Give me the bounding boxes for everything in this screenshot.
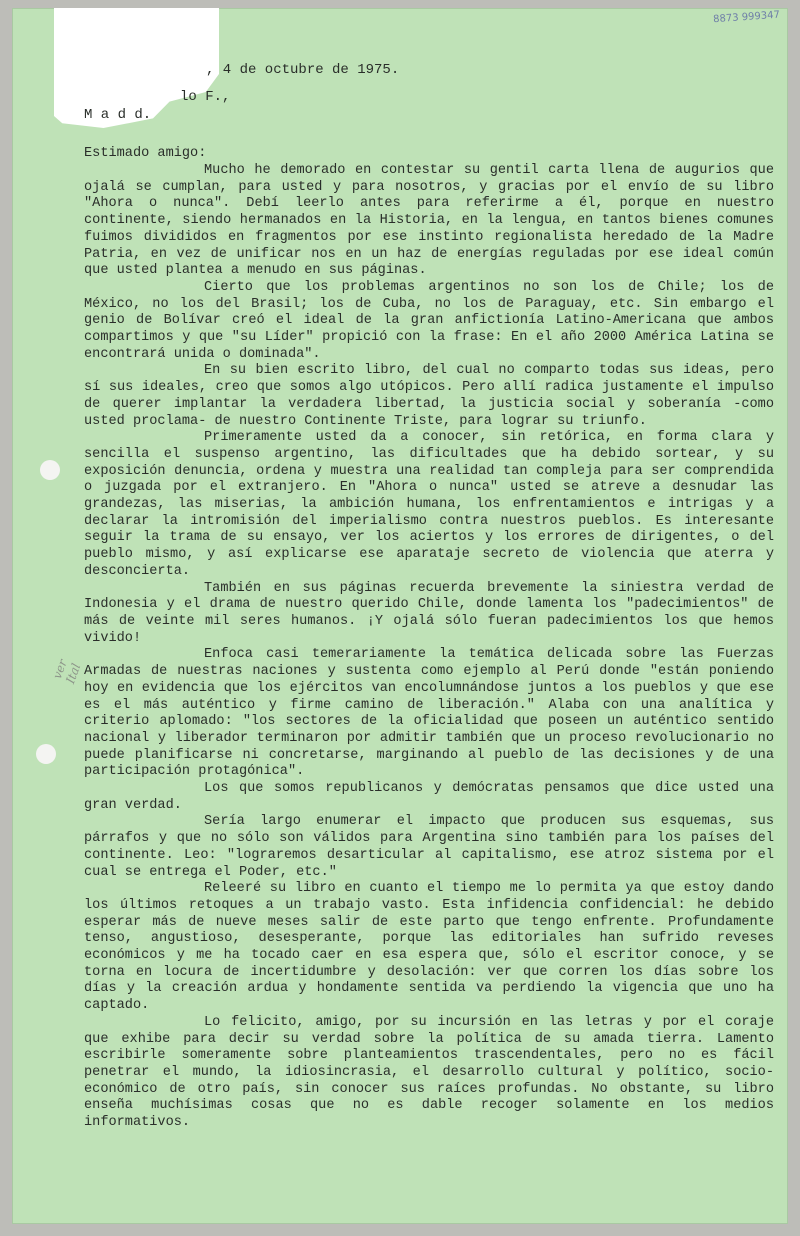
paragraph: Cierto que los problemas argentinos no son los de Chile; los de México, no los del Brasil; los de Cuba, no los de Paraguay, etc. Sin embargo el genio de Bolívar creó el ideal de la gran anfictionía Latino-Americana que ambos compartimos y que "su Líder" propició con la frase: En el año 2000 América Latina se encontrará unida o dominada".	[84, 279, 774, 362]
addressee-block	[84, 88, 230, 124]
letter-body	[84, 163, 774, 1132]
margin-handwritten-note: ver Ital	[50, 657, 84, 686]
paragraph: Enfoca casi temerariamente la temática delicada sobre las Fuerzas Armadas de nuestras naciones y sustenta como ejemplo al Perú donde "están poniendo hoy en evidencia que los ejércitos van encolumnándose juntos a los pueblos y que ese es el más auténtico y firme camino de liberación." Alaba con una analítica y criterio aplomado: "los sectores de la oficialidad que poseen un auténtico sentido nacional y liberador terminaron por admitir también que un proceso revolucionario no puede planificarse ni concretarse, marginando al pueblo de las decisiones y de una participación protagónica".	[84, 647, 774, 780]
letter-date: , 4 de octubre de 1975.	[206, 62, 400, 78]
addressee-city: M a d d.	[84, 107, 152, 123]
paragraph: Mucho he demorado en contestar su gentil carta llena de augurios que ojalá se cumplan, para usted y para nosotros, y gracias por el envío de su libro "Ahora o nunca". Debí leerlo antes para referirme a él, porque en nuestro continente, siendo hermanados en la Historia, en la lengua, en tantos bienes comunes fuimos divididos en fragmentos por ese instinto regionalista heredado de la Madre Patria, en vez de unificar nos en un haz de energías reguladas por ese ideal común que usted plantea a menudo en sus páginas.	[84, 163, 774, 279]
paragraph: Lo felicito, amigo, por su incursión en las letras y por el coraje que exhibe para decir su verdad sobre la política de su amada tierra. Lamento escribirle someramente sobre planteamientos trascendentales, pero no es fácil penetrar el mundo, la idiosincrasia, el desarrollo cultural y político, socio-económico de otro país, sin conocer sus raíces profundas. No obstante, su libro enseña muchísimas cosas que no es dable recoger solamente en los medios informativos.	[84, 1014, 774, 1131]
paragraph: En su bien escrito libro, del cual no comparto todas sus ideas, pero sí sus ideales, creo que somos algo utópicos. Pero allí radica justamente el impulso de querer implantar la verdadera libertad, la justicia social y soberanía -como usted proclama- de nuestro Continente Triste, para lograr su triunfo.	[84, 363, 774, 429]
paragraph: También en sus páginas recuerda brevemente la siniestra verdad de Indonesia y el drama de nuestro querido Chile, donde lamenta los "padecimientos" de más de veinte mil seres humanos. ¡Y ojalá sólo fueran padecimientos los que hemos vivido!	[84, 580, 774, 646]
archive-code-annotation: 8873 999347	[712, 9, 781, 26]
punch-hole	[36, 744, 56, 764]
addressee-name: lo F.,	[180, 89, 231, 105]
paragraph: Primeramente usted da a conocer, sin retórica, en forma clara y sencilla el suspenso argentino, las dificultades que ha debido sortear, y su exposición denuncia, ordena y muestra una realidad tan compleja para ser comprendida o juzgada por el extranjero. En "Ahora o nunca" usted se atreve a desnudar las grandezas, las miserias, la ambición humana, los enfrentamientos e intrigas y a declarar la intromisión del imperialismo contra nuestros pueblos. Es interesante seguir la trama de su ensayo, ver los aciertos y los errores de dirigentes, o del pueblo mismo, y así explicarse ese aparataje secreto de violencia que aterra y desconcierta.	[84, 430, 774, 579]
paragraph: Releeré su libro en cuanto el tiempo me lo permita ya que estoy dando los últimos retoques a un trabajo vasto. Esta infidencia confidencial: he debido esperar más de nueve meses salir de este parto que tengo enfrente. Profundamente tenso, angustioso, desesperante, porque las editoriales han sufrido reveses económicos y me ha tocado caer en esa espera que, sólo el escritor conoce, y se torna en locura de incertidumbre y desolación: ver que corren los días sobre los días y la creación ardua y hondamente sentida va perdiendo la vigencia que uno ha captado.	[84, 881, 774, 1014]
paragraph: Sería largo enumerar el impacto que producen sus esquemas, sus párrafos y que no sólo son válidos para Argentina sino también para los países del continente. Leo: "lograremos desarticular al capitalismo, ese atroz sistema por el cual se entrega el Poder, etc."	[84, 814, 774, 880]
paragraph: Los que somos republicanos y demócratas pensamos que dice usted una gran verdad.	[84, 781, 774, 813]
punch-hole	[40, 460, 60, 480]
salutation: Estimado amigo:	[84, 146, 207, 161]
